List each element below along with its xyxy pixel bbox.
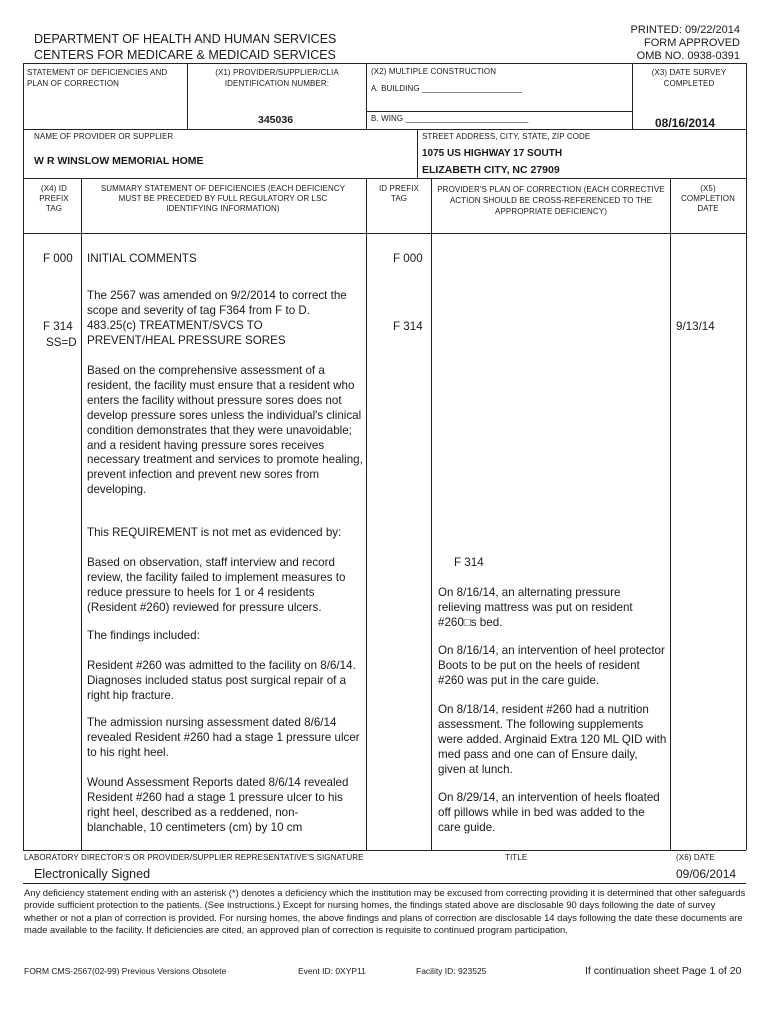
regulation-line2: PREVENT/HEAL PRESSURE SORES — [87, 334, 286, 347]
tag-f000-left: F 000 — [43, 252, 73, 265]
vrule-x3 — [632, 63, 633, 129]
vrule-x2 — [366, 63, 367, 129]
omb-number: OMB NO. 0938-0391 — [636, 50, 740, 62]
not-met-statement: This REQUIREMENT is not met as evidenced by: — [87, 526, 342, 539]
rule-mid2 — [23, 178, 746, 179]
finding-admission: Resident #260 was admitted to the facility on 8/6/14. Diagnoses included status post surgical repair of a right hip fracture. — [87, 659, 356, 702]
address-label: STREET ADDRESS, CITY, STATE, ZIP CODE — [422, 132, 591, 141]
provider-name: W R WINSLOW MEMORIAL HOME — [34, 155, 204, 167]
rule-wing — [366, 111, 632, 112]
rule-signature-bottom — [23, 883, 746, 884]
plan-item-heels-floated: On 8/29/14, an intervention of heels floated off pillows while in bed was added to the care guide. — [438, 791, 660, 834]
address-line1: 1075 US HIGHWAY 17 SOUTH — [422, 148, 563, 159]
form-approved: FORM APPROVED — [644, 37, 740, 49]
x2-label: (X2) MULTIPLE CONSTRUCTION — [371, 67, 497, 76]
title-label: TITLE — [505, 853, 528, 862]
col-header-summary: SUMMARY STATEMENT OF DEFICIENCIES (EACH DEFICIENCY MUST BE PRECEDED BY FULL REGULATORY OR LSC IDENTIFYING INFORMATION) — [100, 184, 346, 213]
regulation-line1: 483.25(c) TREATMENT/SVCS TO — [87, 319, 263, 332]
date-label: (X6) DATE — [676, 853, 715, 862]
plan-item-nutrition: On 8/18/14, resident #260 had a nutrition assessment. The following supplements were added. Arginaid Extra 120 ML QID with med pass and one can of Ensure daily, given at lunch. — [438, 703, 667, 776]
plan-item-heel-boots: On 8/16/14, an intervention of heel protector Boots to be put on the heels of resident #260 was put in the care guide. — [438, 644, 665, 687]
vrule-col2 — [366, 178, 367, 850]
plan-item-mattress: On 8/16/14, an alternating pressure relieving mattress was put on resident #260□s bed. — [438, 586, 633, 629]
plan-tag: F 314 — [454, 556, 484, 569]
rule-signature-top — [23, 850, 746, 851]
x1-label: (X1) PROVIDER/SUPPLIER/CLIA IDENTIFICATION NUMBER: — [215, 68, 339, 88]
vrule-left — [23, 63, 24, 850]
initial-comments: INITIAL COMMENTS — [87, 252, 197, 265]
wing-label: B. WING ___________________________ — [371, 114, 529, 123]
vrule-provider — [417, 129, 418, 178]
findings-included: The findings included: — [87, 629, 200, 642]
page-indicator: If continuation sheet Page 1 of 20 — [585, 965, 742, 977]
amendment-note: The 2567 was amended on 9/2/2014 to correct the scope and severity of tag F364 from F to D. — [87, 289, 347, 317]
vrule-col3 — [431, 178, 432, 850]
col-header-x4: (X4) ID PREFIX TAG — [39, 184, 69, 213]
provider-number: 345036 — [258, 114, 294, 126]
finding-assessment: The admission nursing assessment dated 8/6/14 revealed Resident #260 had a stage 1 pressure ulcer to his right heel. — [87, 716, 360, 759]
vrule-col1 — [81, 178, 82, 850]
signature-label: LABORATORY DIRECTOR'S OR PROVIDER/SUPPLIER REPRESENTATIVE'S SIGNATURE — [24, 853, 364, 862]
vrule-x1 — [187, 63, 188, 129]
signature-value: Electronically Signed — [34, 867, 151, 881]
completion-date: 9/13/14 — [676, 320, 715, 333]
agency-name-line2: CENTERS FOR MEDICARE & MEDICAID SERVICES — [34, 48, 336, 62]
rule-mid1 — [23, 129, 746, 130]
vrule-col4 — [670, 178, 671, 850]
tag-f314-right: F 314 — [393, 320, 423, 333]
x3-label: (X3) DATE SURVEY COMPLETED — [651, 68, 727, 88]
tag-f000-right: F 000 — [393, 252, 423, 265]
vrule-right — [746, 63, 747, 850]
building-label: A. BUILDING ______________________ — [371, 84, 523, 93]
finding-summary: Based on observation, staff interview and record review, the facility failed to implement measures to reduce pressure to heels for 1 or 4 residents (Resident #260) reviewed for pressure ulcers. — [87, 556, 346, 614]
rule-top — [23, 63, 746, 64]
finding-wound-report: Wound Assessment Reports dated 8/6/14 revealed Resident #260 had a stage 1 pressure ulcer to his right heel, described as a reddened, non-blanchable, 10 centimeters (cm) by 10 cm — [87, 776, 349, 834]
survey-date: 08/16/2014 — [655, 116, 716, 130]
statement-label: STATEMENT OF DEFICIENCIES AND PLAN OF CORRECTION — [27, 68, 168, 88]
disclaimer: Any deficiency statement ending with an asterisk (*) denotes a deficiency which the institution may be excused from correcting providing it is determined that other safeguards provide sufficient protection to the patients. (See instructions.) Except for nursing homes, the findings stated above are disclosable 90 days following the date of survey whether or not a plan of correction is provided. For nursing homes, the above findings and plans of correction are disclosable 14 days following the date these documents are made available to the facility. If deficiencies are cited, an approved plan of correction is requisite to continued program participation. — [24, 887, 746, 936]
severity-tag: SS=D — [46, 336, 77, 349]
col-header-x5: (X5) COMPLETION DATE — [681, 184, 735, 213]
printed-date: PRINTED: 09/22/2014 — [630, 24, 740, 36]
event-id: Event ID: 0XYP11 — [298, 966, 366, 976]
form-number: FORM CMS-2567(02-99) Previous Versions Obsolete — [24, 966, 227, 976]
col-header-id: ID PREFIX TAG — [378, 184, 420, 203]
signature-date: 09/06/2014 — [676, 867, 737, 881]
requirement-text: Based on the comprehensive assessment of a resident, the facility must ensure that a resident who enters the facility without pressure sores does not develop pressure sores unless the individual's clinical condition demonstrates that they were unavoidable; and a resident having pressure sores receives necessary treatment and services to promote healing, prevent infection and prevent new sores from developing. — [87, 364, 363, 497]
address-line2: ELIZABETH CITY, NC 27909 — [422, 164, 560, 176]
col-header-plan: PROVIDER'S PLAN OF CORRECTION (EACH CORRECTIVE ACTION SHOULD BE CROSS-REFERENCED TO THE APPROPRIATE DEFICIENCY) — [437, 185, 665, 216]
tag-f314-left: F 314 — [43, 320, 73, 333]
facility-id: Facility ID: 923525 — [416, 966, 487, 976]
provider-name-label: NAME OF PROVIDER OR SUPPLIER — [34, 132, 174, 141]
agency-name-line1: DEPARTMENT OF HEALTH AND HUMAN SERVICES — [34, 32, 337, 46]
rule-cols — [23, 233, 746, 234]
